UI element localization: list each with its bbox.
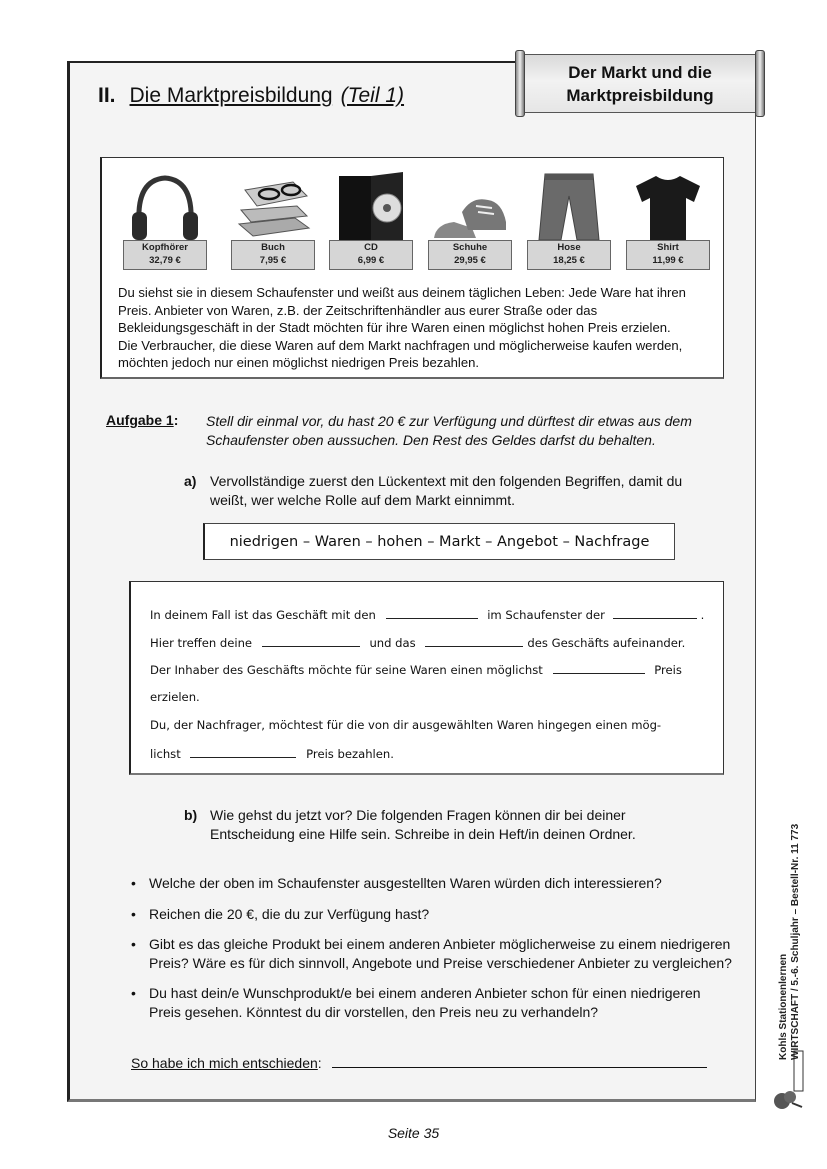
cloze-text: Hier treffen deine (150, 636, 253, 650)
bullet-icon: • (131, 905, 136, 922)
price-tag (123, 240, 207, 270)
shirt-icon (630, 172, 706, 240)
item-price: 18,25 € (553, 255, 585, 266)
headphones-icon (127, 172, 203, 240)
cloze-line-3 (150, 662, 682, 677)
decision-row (131, 1055, 707, 1071)
blank-field[interactable] (425, 635, 523, 647)
task-label-text: Aufgabe 1 (106, 412, 174, 428)
cloze-text: erzielen. (150, 690, 200, 704)
item-name: Buch (261, 242, 285, 253)
question-text: Gibt es das gleiche Produkt bei einem anderen Anbieter möglicherweise zu einem niedrigeren Preis? Wäre es für dich sinnvoll, Angebote und Preise verschiedener Anbieter zu vergleichen? (149, 936, 732, 971)
blank-field[interactable] (386, 607, 478, 619)
task-text: Stell dir einmal vor, du hast 20 € zur Verfügung und dürftest dir etwas aus dem Schaufenster oben aussuchen. Den Rest des Geldes darfst du behalten. (206, 413, 692, 448)
title-main: Die Marktpreisbildung (129, 84, 333, 107)
list-item (131, 874, 731, 893)
cloze-text: Preis bezahlen. (306, 747, 394, 761)
shop-window-box (100, 157, 724, 379)
question-list (131, 874, 731, 1033)
shop-item-headphones (123, 172, 207, 268)
page-title (98, 84, 404, 108)
intro-paragraph-2: Die Verbraucher, die diese Waren auf dem Markt nachfragen und möglicherweise kaufen werden, möchten jedoch nur einen möglichst niedrigen Preis bezahlen. (118, 337, 683, 371)
cloze-line-1 (150, 607, 704, 622)
item-price: 32,79 € (149, 255, 181, 266)
cloze-line-4 (150, 690, 200, 704)
price-tag (626, 240, 710, 270)
subtask-a-letter: a) (184, 473, 197, 489)
blank-field[interactable] (262, 635, 360, 647)
word-bank: niedrigen – Waren – hohen – Markt – Angebot – Nachfrage (203, 523, 675, 560)
shop-item-shoes (428, 172, 512, 268)
sidebar-credits (778, 824, 802, 1060)
shop-item-cd (329, 172, 413, 268)
shop-item-shirt (626, 172, 710, 268)
task-colon: : (173, 412, 179, 428)
question-text: Welche der oben im Schaufenster ausgestellten Waren würden dich interessieren? (149, 875, 662, 891)
list-item (131, 935, 734, 972)
decision-label: So habe ich mich entschieden (131, 1055, 318, 1071)
cloze-text: lichst (150, 747, 181, 761)
topic-scroll-banner (515, 50, 765, 117)
cd-icon (333, 172, 409, 240)
cloze-text: . (700, 608, 705, 622)
shoes-icon (432, 172, 508, 240)
list-item (131, 905, 731, 924)
item-name: Shirt (657, 242, 679, 253)
bullet-icon: • (131, 875, 136, 891)
task-label (106, 412, 178, 428)
cloze-text-box (129, 581, 724, 775)
item-name: CD (364, 242, 378, 253)
cloze-line-2 (150, 635, 685, 650)
bullet-icon: • (131, 936, 136, 952)
price-tag (527, 240, 611, 270)
title-part: (Teil 1) (340, 84, 405, 107)
item-name: Kopfhörer (142, 242, 188, 253)
sidebar-subject-order: WIRTSCHAFT / 5.-6. Schuljahr – Bestell-Nr. 11 773 (790, 823, 801, 1060)
cloze-text: Der Inhaber des Geschäfts möchte für seine Waren einen möglichst (150, 663, 543, 677)
item-price: 7,95 € (259, 255, 287, 266)
item-name: Hose (557, 242, 581, 253)
section-number: II. (98, 84, 116, 107)
decision-answer-line[interactable] (332, 1055, 707, 1068)
page-number: Seite 35 (387, 1125, 440, 1141)
sidebar-series: Kohls Stationenlernen (778, 953, 789, 1060)
subtask-b-text: Wie gehst du jetzt vor? Die folgenden Fragen können dir bei deiner Entscheidung eine Hilfe sein. Schreibe in dein Heft/in deinen Ordner. (210, 807, 636, 842)
cloze-text: im Schaufenster der (487, 608, 605, 622)
cloze-text: und das (369, 636, 416, 650)
pants-icon (531, 172, 607, 240)
item-name: Schuhe (452, 242, 488, 253)
item-price: 11,99 € (652, 255, 684, 266)
scroll-line-2: Marktpreisbildung (566, 86, 714, 105)
subtask-a-text: Vervollständige zuerst den Lückentext mit den folgenden Begriffen, damit du weißt, wer welche Rolle auf dem Markt einnimmt. (210, 473, 683, 508)
price-tag (329, 240, 413, 270)
item-price: 29,95 € (454, 255, 486, 266)
price-tag (428, 240, 512, 270)
list-item (131, 984, 731, 1021)
price-tag (231, 240, 315, 270)
cloze-line-5 (150, 718, 661, 732)
shop-intro-text (118, 284, 713, 372)
blank-field[interactable] (190, 746, 296, 758)
blank-field[interactable] (553, 662, 645, 674)
item-price: 6,99 € (357, 255, 385, 266)
shop-item-pants (527, 172, 611, 268)
blank-field[interactable] (613, 607, 697, 619)
decision-colon: : (317, 1055, 322, 1071)
bullet-icon: • (131, 985, 136, 1001)
scroll-line-1: Der Markt und die (568, 63, 712, 82)
shop-item-book (231, 172, 315, 268)
cloze-text: In deinem Fall ist das Geschäft mit den (150, 608, 376, 622)
subtask-b-letter: b) (184, 807, 198, 823)
cloze-text: des Geschäfts aufeinander. (527, 636, 686, 650)
question-text: Du hast dein/e Wunschprodukt/e bei einem anderen Anbieter schon für einen niedrigeren Preis gesehen. Könntest du dir vorstellen, den Preis neu zu verhandeln? (149, 985, 701, 1020)
cloze-text: Du, der Nachfrager, möchtest für die von dir ausgewählten Waren hingegen einen mög- (150, 718, 662, 732)
scroll-text (515, 61, 765, 107)
book-icon (235, 172, 311, 240)
cloze-text: Preis (654, 663, 682, 677)
question-text: Reichen die 20 €, die du zur Verfügung hast? (149, 905, 430, 922)
intro-paragraph-1: Du siehst sie in diesem Schaufenster und weißt aus deinem täglichen Leben: Jede Ware hat ihren Preis. Anbieter von Waren, z.B. der Zeitschriftenhändler aus eurer Straße oder das Bekleidungsgeschäft in der Stadt möchten für ihre Waren einen möglichst hohen Preis erzielen. (118, 285, 686, 336)
cloze-line-6 (150, 746, 394, 761)
